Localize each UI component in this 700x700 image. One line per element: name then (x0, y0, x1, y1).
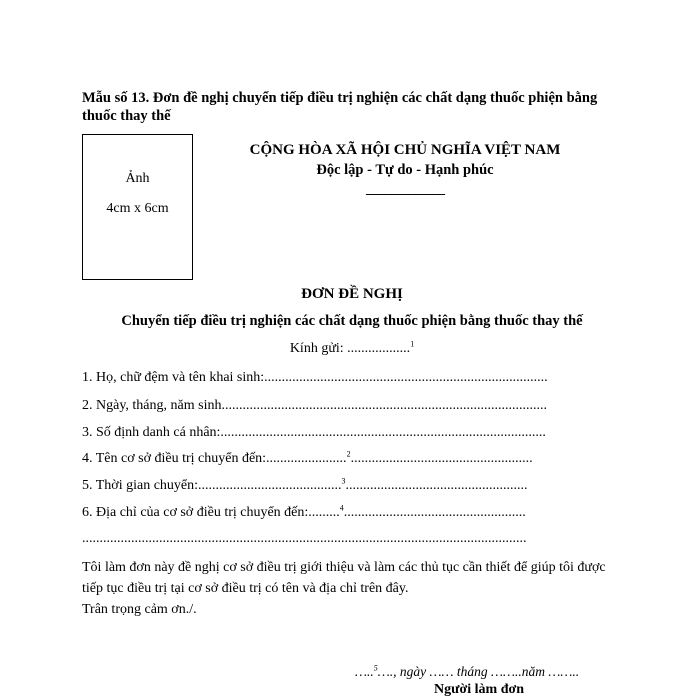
document-heading: ĐƠN ĐỀ NGHỊ (301, 286, 403, 302)
field-label: 2. Ngày, tháng, năm sinh............................................................................................. (82, 398, 547, 413)
date-prefix: ….. (355, 664, 374, 679)
recipient-line (82, 341, 622, 357)
field-dots: .................................................... (350, 451, 533, 466)
footnote-marker: 3 (341, 476, 346, 486)
field-label: 4. Tên cơ sở điều trị chuyển đến:....................... (82, 451, 347, 466)
field-label: 6. Địa chỉ của cơ sở điều trị chuyển đến:......... (82, 505, 340, 520)
footnote-marker: 1 (410, 339, 415, 349)
date-suffix: …., ngày …… tháng ……..năm …….. (377, 664, 580, 679)
field-dots: .................................................... (345, 478, 528, 493)
field-label: 5. Thời gian chuyển:......................................... (82, 478, 342, 493)
national-title: CỘNG HÒA XÃ HỘI CHỦ NGHĨA VIỆT NAM (249, 142, 561, 158)
request-paragraph: Tôi làm đơn này đề nghị cơ sở điều trị giới thiệu và làm các thủ tục cần thiết để giúp tôi được tiếp tục điều trị tại cơ sở điều trị có tên và địa chỉ trên đây. (82, 560, 606, 596)
field-personal-id[interactable] (82, 425, 642, 441)
date-place-line[interactable] (355, 664, 579, 680)
form-title: Mẫu số 13. Đơn đề nghị chuyển tiếp điều trị nghiện các chất dạng thuốc phiện bằng thuốc thay thế (82, 90, 598, 124)
recipient-text: Kính gửi: .................. (289, 341, 411, 356)
document-subheading: Chuyển tiếp điều trị nghiện các chất dạng thuốc phiện bằng thuốc thay thế (121, 313, 583, 329)
photo-size: 4cm x 6cm (106, 201, 169, 216)
field-date-of-birth[interactable] (82, 398, 642, 414)
field-full-name[interactable] (82, 370, 642, 386)
motto-underline: _____________ (366, 182, 444, 197)
field-continuation-line[interactable]: ............................................................................................................................... (82, 531, 527, 546)
field-facility-address[interactable] (82, 505, 642, 521)
closing-text: Trân trọng cảm ơn./. (82, 602, 197, 617)
field-transfer-time[interactable] (82, 478, 642, 494)
photo-placeholder-box (82, 134, 193, 280)
footnote-marker: 4 (339, 503, 344, 513)
photo-label: Ảnh (125, 171, 150, 186)
signer-title: Người làm đơn (434, 682, 525, 697)
field-label: 3. Số định danh cá nhân:............................................................................................. (82, 425, 546, 440)
footnote-marker: 2 (346, 449, 351, 459)
field-destination-facility[interactable] (82, 451, 642, 467)
field-dots: .................................................... (343, 505, 526, 520)
national-motto: Độc lập - Tự do - Hạnh phúc (316, 162, 494, 178)
footnote-marker: 5 (373, 663, 378, 673)
field-label: 1. Họ, chữ đệm và tên khai sinh:................................................................................. (82, 370, 548, 385)
